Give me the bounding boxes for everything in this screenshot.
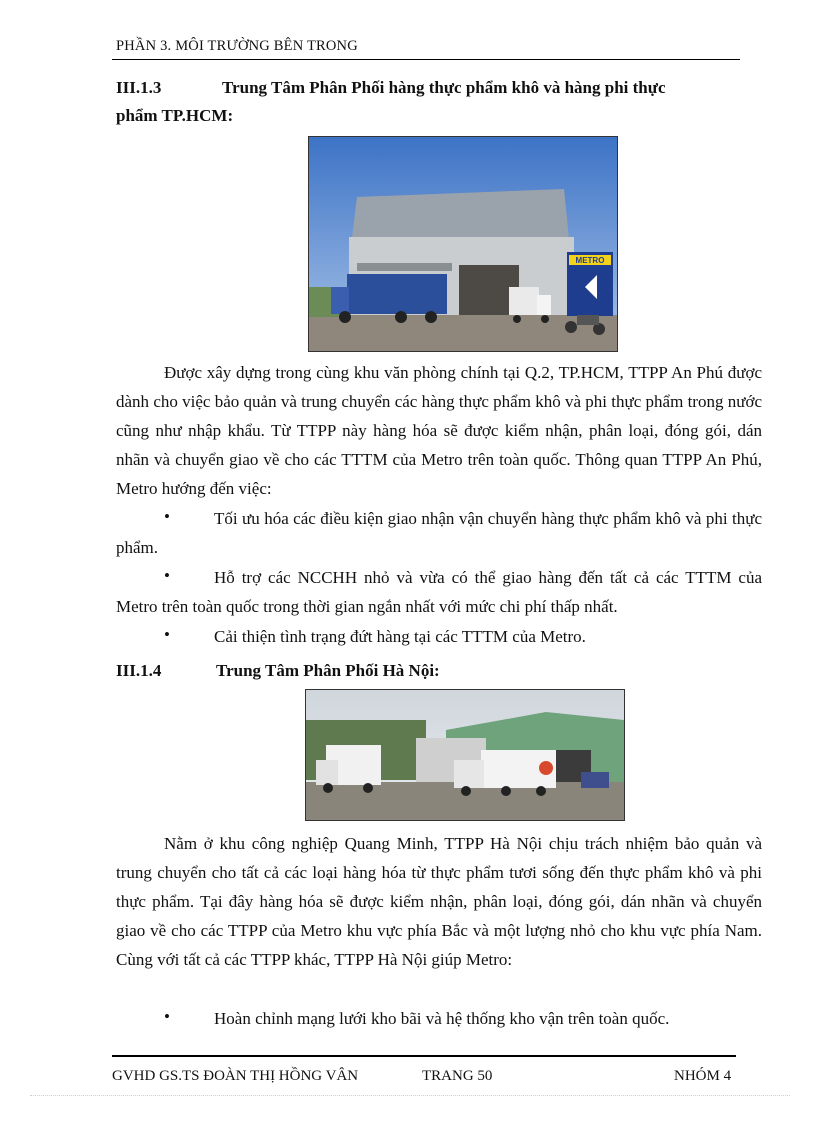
warehouse-photo-hanoi-image (306, 690, 624, 820)
section2-paragraph (116, 829, 762, 974)
section-number-2: III.1.4 (116, 661, 162, 680)
section1-bullet-3-text: Cải thiện tình trạng đứt hàng tại các TTTM của Metro. (214, 627, 586, 646)
page-header: PHẦN 3. MÔI TRƯỜNG BÊN TRONG (116, 38, 358, 54)
footer-advisor: GVHD GS.TS ĐOÀN THỊ HỒNG VÂN (112, 1068, 359, 1084)
warehouse-photo-anphu (308, 136, 618, 352)
section2-paragraph-text: Nằm ở khu công nghiệp Quang Minh, TTPP Hà Nội chịu trách nhiệm bảo quản và trung chuyển cho tất cả các loại hàng hóa từ thực phẩm tươi sống đến thực phẩm khô và phi thực phẩm. Tại đây hàng hóa sẽ được kiểm nhận, phân loại, đóng gói, dán nhãn và chuyển giao về cho các TTPP của Metro khu vực phía Bắc và một lượng nhỏ cho khu vực phía Nam. Cùng với tất cả các TTPP khác, TTPP Hà Nội giúp Metro: (116, 834, 762, 969)
footer-rule (112, 1055, 736, 1057)
section1-bullet-3 (116, 622, 762, 651)
footer-group: NHÓM 4 (674, 1068, 732, 1084)
warehouse-photo-anphu-image (309, 137, 617, 351)
section1-bullet-2 (116, 563, 762, 621)
warehouse-photo-hanoi (305, 689, 625, 821)
section1-paragraph-text: Được xây dựng trong cùng khu văn phòng chính tại Q.2, TP.HCM, TTPP An Phú được dành cho việc bảo quản và trung chuyển các hàng thực phẩm khô và phi thực phẩm trong nước cũng như nhập khẩu. Từ TTPP này hàng hóa sẽ được kiểm nhận, phân loại, đóng gói, dán nhãn và chuyển giao về cho các TTTM của Metro trên toàn quốc. Thông quan TTPP An Phú, Metro hướng đến việc: (116, 363, 762, 498)
section1-bullet-1 (116, 504, 762, 562)
section-title-2: Trung Tâm Phân Phối Hà Nội: (216, 661, 440, 680)
bullet-marker: • (164, 566, 170, 585)
section2-bullet-1-text: Hoàn chỉnh mạng lưới kho bãi và hệ thống kho vận trên toàn quốc. (214, 1009, 670, 1028)
section2-bullet-1 (116, 1004, 762, 1033)
page-edge-dotted (30, 1095, 790, 1096)
section1-bullet-1-text: Tối ưu hóa các điều kiện giao nhận vận chuyển hàng thực phẩm khô và phi thực phẩm. (116, 509, 762, 557)
header-rule (112, 59, 740, 60)
bullet-marker: • (164, 625, 170, 644)
metro-sign-text: METRO (575, 256, 605, 265)
section-number-1: III.1.3 (116, 78, 162, 97)
section1-paragraph (116, 358, 762, 503)
footer-page-number: TRANG 50 (422, 1068, 493, 1084)
bullet-marker: • (164, 1007, 170, 1026)
section-title-1-line2: phẩm TP.HCM: (116, 106, 234, 125)
bullet-marker: • (164, 507, 170, 526)
section-title-1-line1: Trung Tâm Phân Phối hàng thực phẩm khô và hàng phi thực (222, 78, 666, 97)
section1-bullet-2-text: Hỗ trợ các NCCHH nhỏ và vừa có thể giao hàng đến tất cả các TTTM của Metro trên toàn quốc trong thời gian ngắn nhất với mức chi phí thấp nhất. (116, 568, 762, 616)
